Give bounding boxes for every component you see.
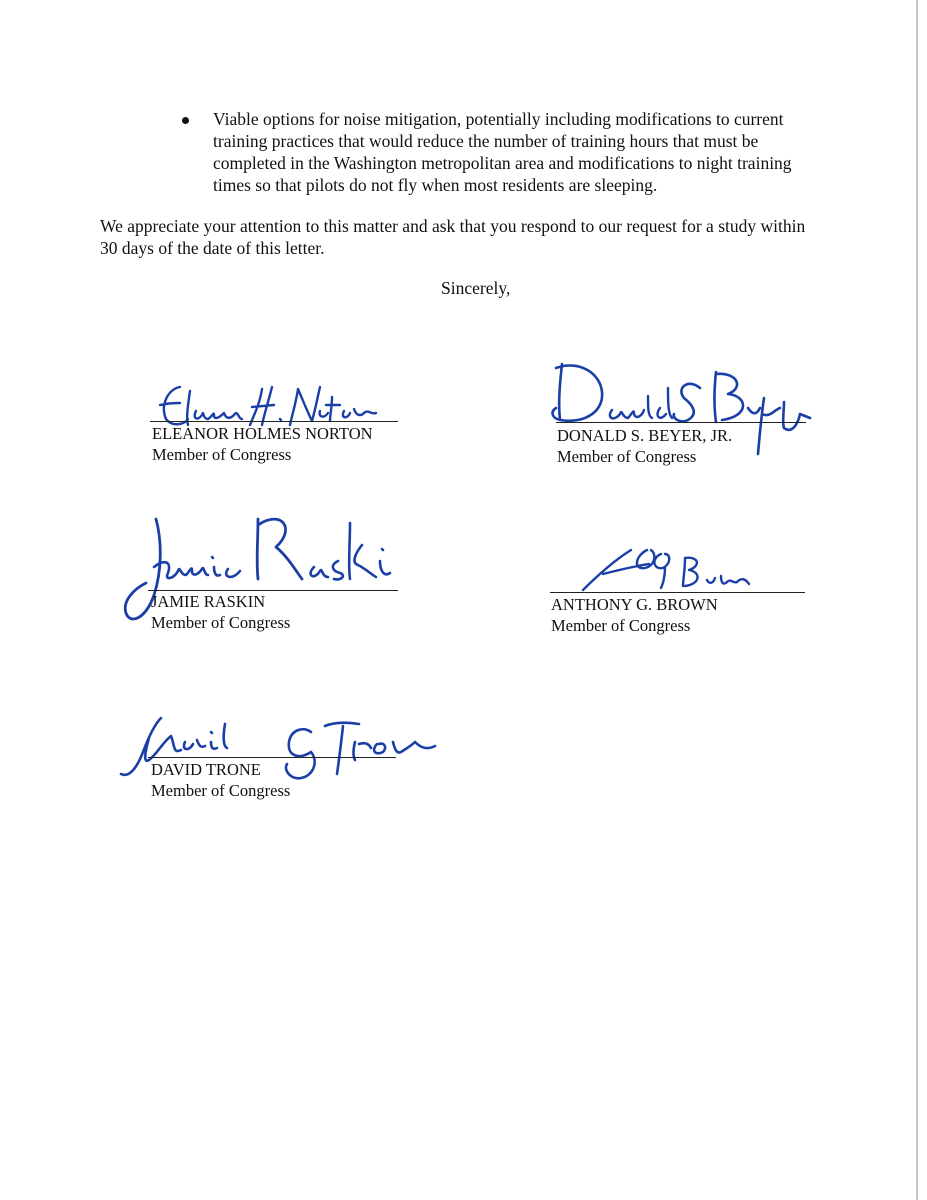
signatory-title: Member of Congress xyxy=(152,445,292,464)
closing-salutation: Sincerely, xyxy=(441,278,511,298)
signatory-title: Member of Congress xyxy=(151,781,291,800)
signature-line xyxy=(150,421,398,422)
signature-line xyxy=(550,592,805,593)
closing-paragraph: We appreciate your attention to this matter and ask that you respond to our request for a study within 30 days of the date of this letter. xyxy=(100,216,806,258)
signatory-name: ELEANOR HOLMES NORTON xyxy=(152,424,373,443)
scan-edge-line xyxy=(916,0,918,1200)
signatory-title: Member of Congress xyxy=(551,616,691,635)
bullet-text: Viable options for noise mitigation, potentially including modifications to current training practices that would reduce the number of training hours that must be completed in the Washington metropolitan area and modifications to night training times so that pilots do not fly when most residents are sleeping. xyxy=(213,109,792,195)
signatory-name: DAVID TRONE xyxy=(151,760,261,779)
signature-brown xyxy=(575,540,775,600)
signature-line xyxy=(556,422,806,423)
signature-line xyxy=(148,757,396,758)
bullet-icon xyxy=(182,117,189,124)
signature-line xyxy=(148,590,398,591)
signatory-name: DONALD S. BEYER, JR. xyxy=(557,426,733,445)
signatory-name: JAMIE RASKIN xyxy=(151,592,266,611)
signatory-title: Member of Congress xyxy=(557,447,697,466)
signatory-name: ANTHONY G. BROWN xyxy=(551,595,718,614)
signatory-title: Member of Congress xyxy=(151,613,291,632)
